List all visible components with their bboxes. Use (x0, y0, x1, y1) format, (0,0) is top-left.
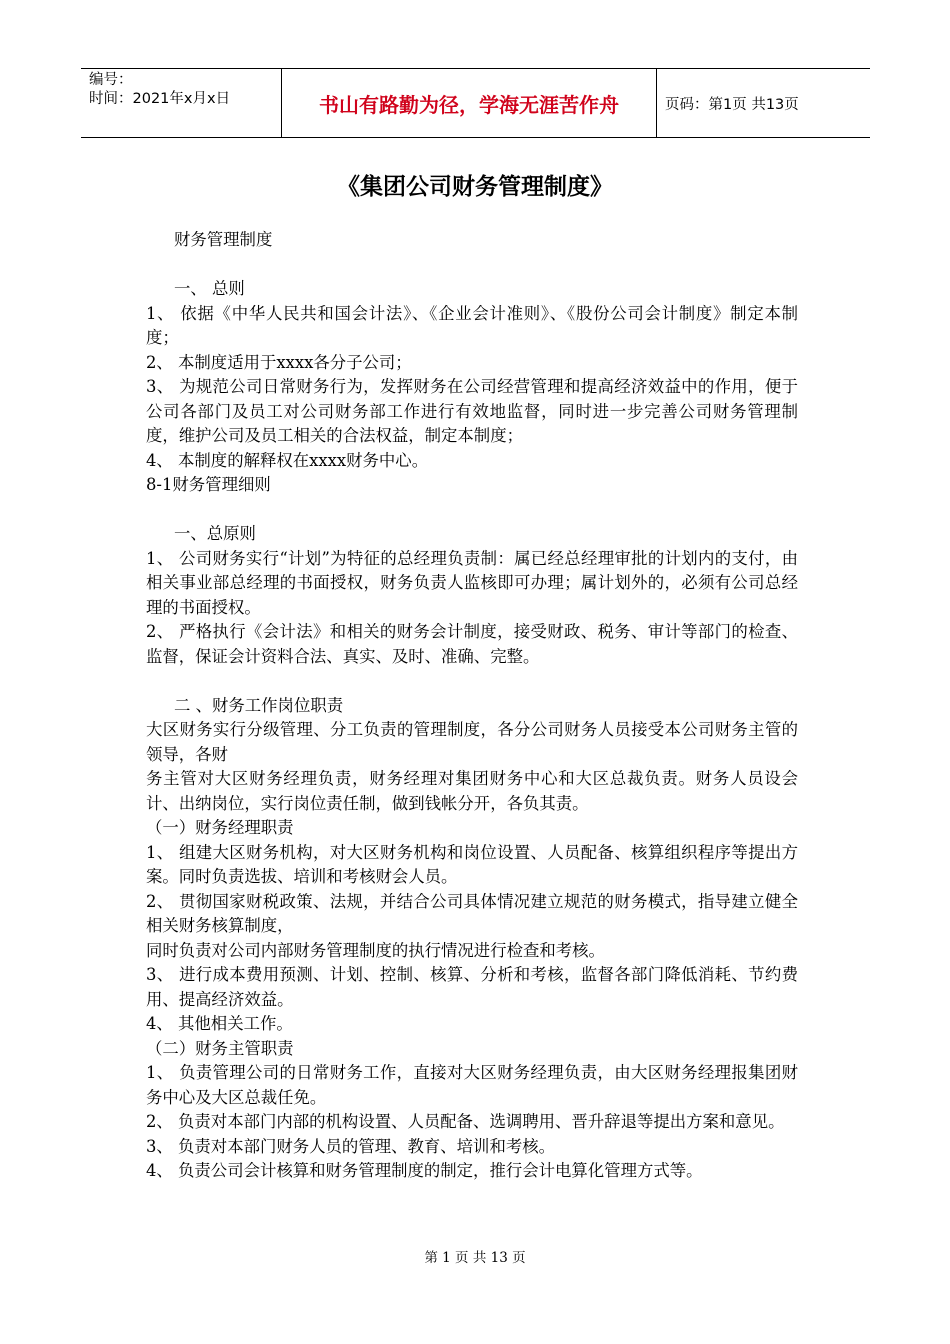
paragraph: 3、 为规范公司日常财务行为，发挥财务在公司经营管理和提高经济效益中的作用，便于公司各部门及员工对公司财务部工作进行有效地监督，同时进一步完善公司财务管理制度，维护公司及员工相关的合法权益，制定本制度； (146, 377, 798, 445)
paragraph: 务主管对大区财务经理负责，财务经理对集团财务中心和大区总裁负责。财务人员设会计、出纳岗位，实行岗位责任制，做到钱帐分开，各负其责。 (146, 769, 798, 813)
section-heading: 一、总原则 (174, 524, 256, 543)
header-page-info: 页码：第1页 共13页 (665, 96, 799, 113)
paragraph: 3、 负责对本部门财务人员的管理、教育、培训和考核。 (146, 1136, 556, 1156)
paragraph: 3、 进行成本费用预测、计划、控制、核算、分析和考核，监督各部门降低消耗、节约费用、提高经济效益。 (146, 965, 798, 1009)
paragraph: 2、 严格执行《会计法》和相关的财务会计制度，接受财政、税务、审计等部门的检查、监督，保证会计资料合法、真实、及时、准确、完整。 (146, 622, 798, 666)
paragraph: 4、 负责公司会计核算和财务管理制度的制定，推行会计电算化管理方式等。 (146, 1161, 703, 1180)
section-heading: 二 、财务工作岗位职责 (174, 695, 344, 715)
paragraph: 1、 公司财务实行“计划”为特征的总经理负责制：属已经总经理审批的计划内的支付，由相关事业部总经理的书面授权，财务负责人监核即可办理；属计划外的，必须有公司总经理的书面授权。 (146, 548, 798, 617)
spacer (146, 253, 798, 278)
paragraph: 1、 依据《中华人民共和国会计法》、《企业会计准则》、《股份公司会计制度》制定本制度； (146, 303, 798, 347)
header-meta (81, 69, 282, 137)
subsection-heading: （一）财务经理职责 (146, 818, 294, 837)
header-motto: 书山有路勤为径，学海无涯苦作舟 (282, 69, 657, 137)
document-title: 《集团公司财务管理制度》 (337, 174, 613, 200)
subtitle: 财务管理制度 (174, 230, 273, 249)
paragraph: 大区财务实行分级管理、分工负责的管理制度，各分公司财务人员接受本公司财务主管的领导，各财 (146, 720, 798, 764)
paragraph: 2、 贯彻国家财税政策、法规，并结合公司具体情况建立规范的财务模式，指导建立健全相关财务核算制度， (146, 891, 798, 935)
paragraph: 1、 组建大区财务机构，对大区财务机构和岗位设置、人员配备、核算组织程序等提出方案。同时负责选拔、培训和考核财会人员。 (146, 842, 798, 886)
section-title: 8-1财务管理细则 (146, 475, 271, 494)
paragraph: 4、 本制度的解释权在xxxx财务中心。 (146, 450, 429, 470)
subsection-heading: （二）财务主管职责 (146, 1038, 294, 1058)
spacer (146, 498, 798, 523)
section-heading: 一、 总则 (174, 279, 245, 298)
number-label: 编号： (89, 72, 133, 88)
paragraph: 1、 负责管理公司的日常财务工作，直接对大区财务经理负责，由大区财务经理报集团财务中心及大区总裁任免。 (146, 1063, 798, 1107)
paragraph: 同时负责对公司内部财务管理制度的执行情况进行检查和考核。 (146, 940, 605, 960)
paragraph: 2、 本制度适用于xxxx各分子公司； (146, 352, 412, 372)
document-body (146, 228, 798, 1184)
paragraph: 4、 其他相关工作。 (146, 1014, 293, 1033)
page-footer: 第 1 页 共 13 页 (424, 1250, 526, 1266)
spacer (146, 669, 798, 694)
paragraph: 2、 负责对本部门内部的机构设置、人员配备、选调聘用、晋升辞退等提出方案和意见。 (146, 1112, 785, 1131)
page-header (81, 68, 870, 138)
time-label: 时间：2021年x月x日 (89, 91, 231, 107)
